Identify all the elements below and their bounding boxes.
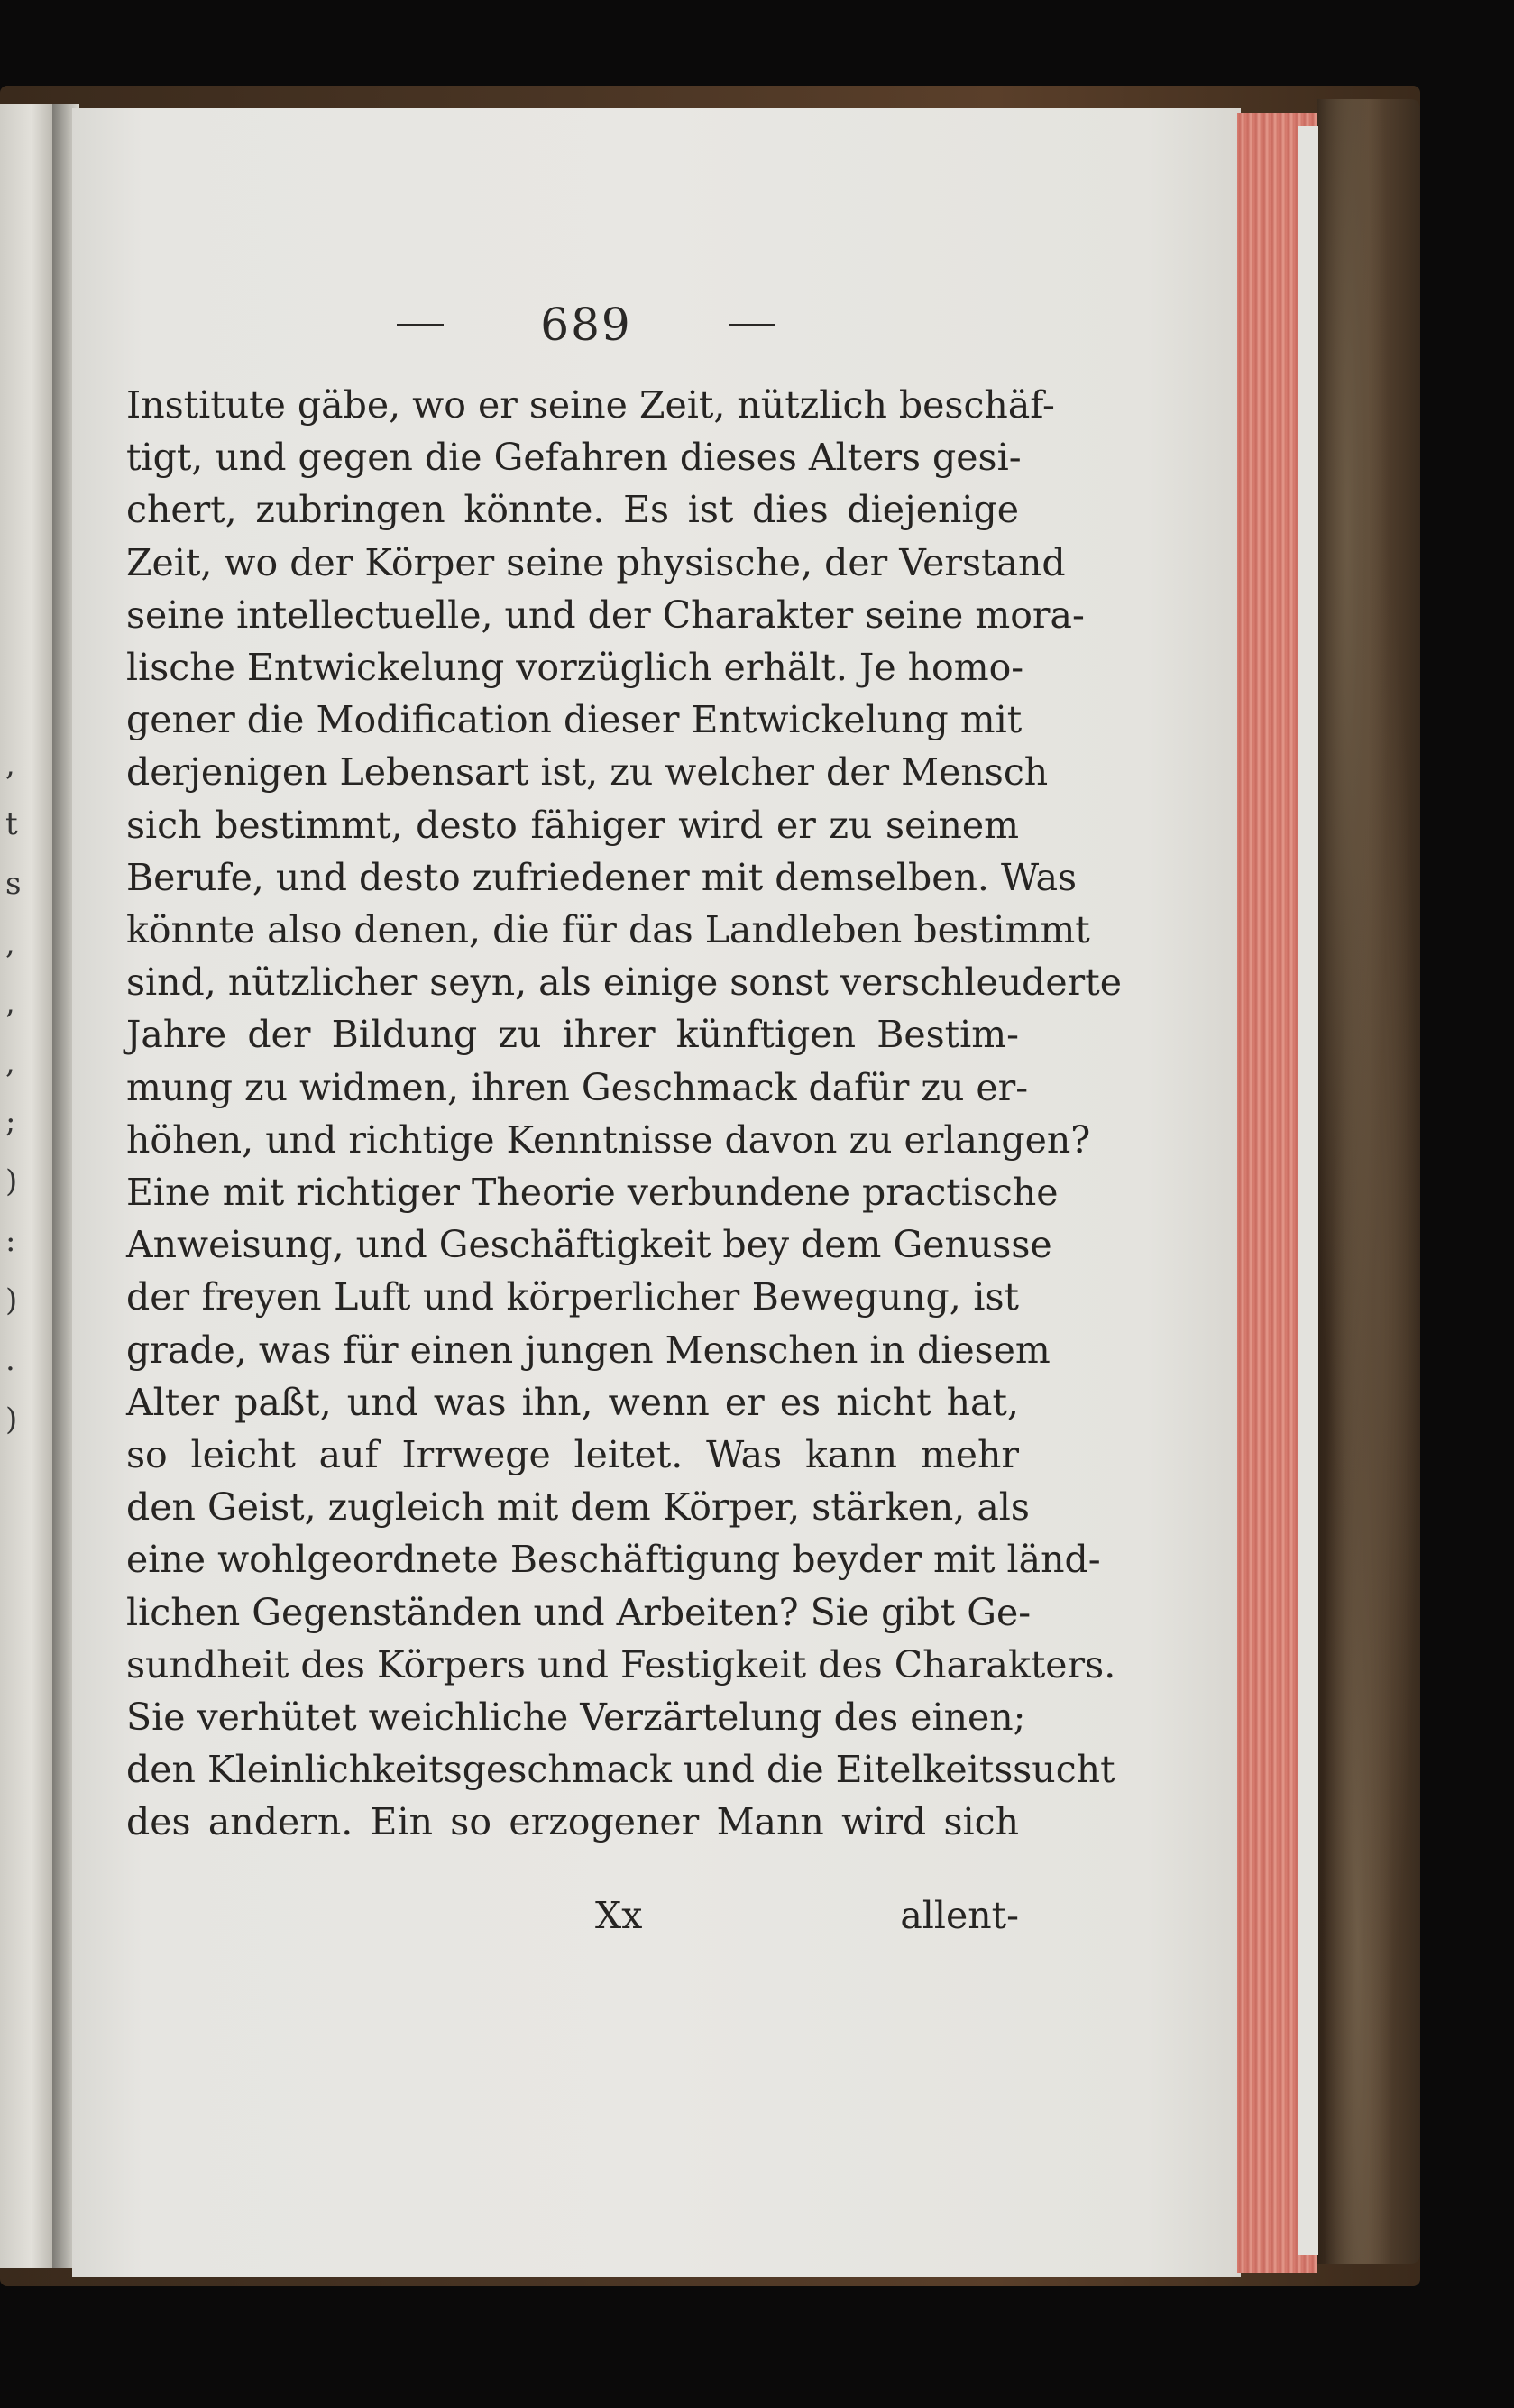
page-edge-outer [1298, 126, 1318, 2255]
text-line: derjenigen Lebensart ist, zu welcher der Mensch [126, 750, 1049, 795]
text-line: Jahre der Bildung zu ihrer künftigen Bestim- [126, 1013, 1019, 1057]
text-line: mung zu widmen, ihren Geschmack dafür zu er- [126, 1065, 1029, 1109]
text-line: gener die Modification dieser Entwickelung mit [126, 698, 1023, 742]
text-line: sundheit des Körpers und Festigkeit des Charakters. [126, 1642, 1116, 1687]
signature-mark: Xx [595, 1894, 643, 1937]
body-text [126, 379, 1122, 1849]
book-cover-edge [1317, 99, 1420, 2264]
text-line: Alter paßt, und was ihn, wenn er es nicht hat, [126, 1380, 1019, 1424]
facing-page-marks: , t s , , , ; ) : ) . ) [5, 747, 22, 1438]
header-dash-left [397, 324, 444, 326]
text-line: des andern. Ein so erzogener Mann wird sich [126, 1800, 1019, 1844]
text-line: den Kleinlichkeitsgeschmack und die Eitelkeitssucht [126, 1748, 1115, 1792]
text-line: könnte also denen, die für das Landleben bestimmt [126, 908, 1090, 952]
text-line: tigt, und gegen die Gefahren dieses Alters gesi- [126, 436, 1022, 480]
page-footer [126, 1894, 1019, 1948]
text-line: lichen Gegenständen und Arbeiten? Sie gibt Ge- [126, 1590, 1032, 1634]
text-line: Zeit, wo der Körper seine physische, der Verstand [126, 540, 1066, 584]
text-line: eine wohlgeordnete Beschäftigung beyder mit länd- [126, 1538, 1101, 1582]
text-line: sich bestimmt, desto fähiger wird er zu seinem [126, 803, 1019, 847]
text-line: der freyen Luft und körperlicher Bewegung, ist [126, 1275, 1019, 1319]
text-line: seine intellectuelle, und der Charakter seine mora- [126, 593, 1085, 637]
text-line: Berufe, und desto zufriedener mit demselben. Was [126, 855, 1078, 899]
text-line: Sie verhütet weichliche Verzärtelung des einen; [126, 1696, 1026, 1740]
page-header [397, 289, 775, 361]
header-dash-right [729, 324, 775, 326]
catchword: allent- [900, 1894, 1019, 1937]
text-line: Anweisung, und Geschäftigkeit bey dem Genusse [126, 1223, 1052, 1267]
text-line: sind, nützlicher seyn, als einige sonst verschleuderte [126, 960, 1122, 1005]
text-line: den Geist, zugleich mit dem Körper, stärken, als [126, 1485, 1030, 1530]
facing-page [0, 104, 52, 2268]
text-line: Institute gäbe, wo er seine Zeit, nützlich beschäf- [126, 383, 1055, 427]
text-line: lische Entwickelung vorzüglich erhält. Je homo- [126, 646, 1024, 690]
page-number: 689 [540, 299, 632, 351]
text-line: Eine mit richtiger Theorie verbundene practische [126, 1171, 1059, 1215]
text-line: grade, was für einen jungen Menschen in diesem [126, 1328, 1051, 1372]
text-line: so leicht auf Irrwege leitet. Was kann mehr [126, 1433, 1019, 1477]
text-line: chert, zubringen könnte. Es ist dies diejenige [126, 488, 1019, 532]
text-line: höhen, und richtige Kenntnisse davon zu erlangen? [126, 1117, 1091, 1162]
